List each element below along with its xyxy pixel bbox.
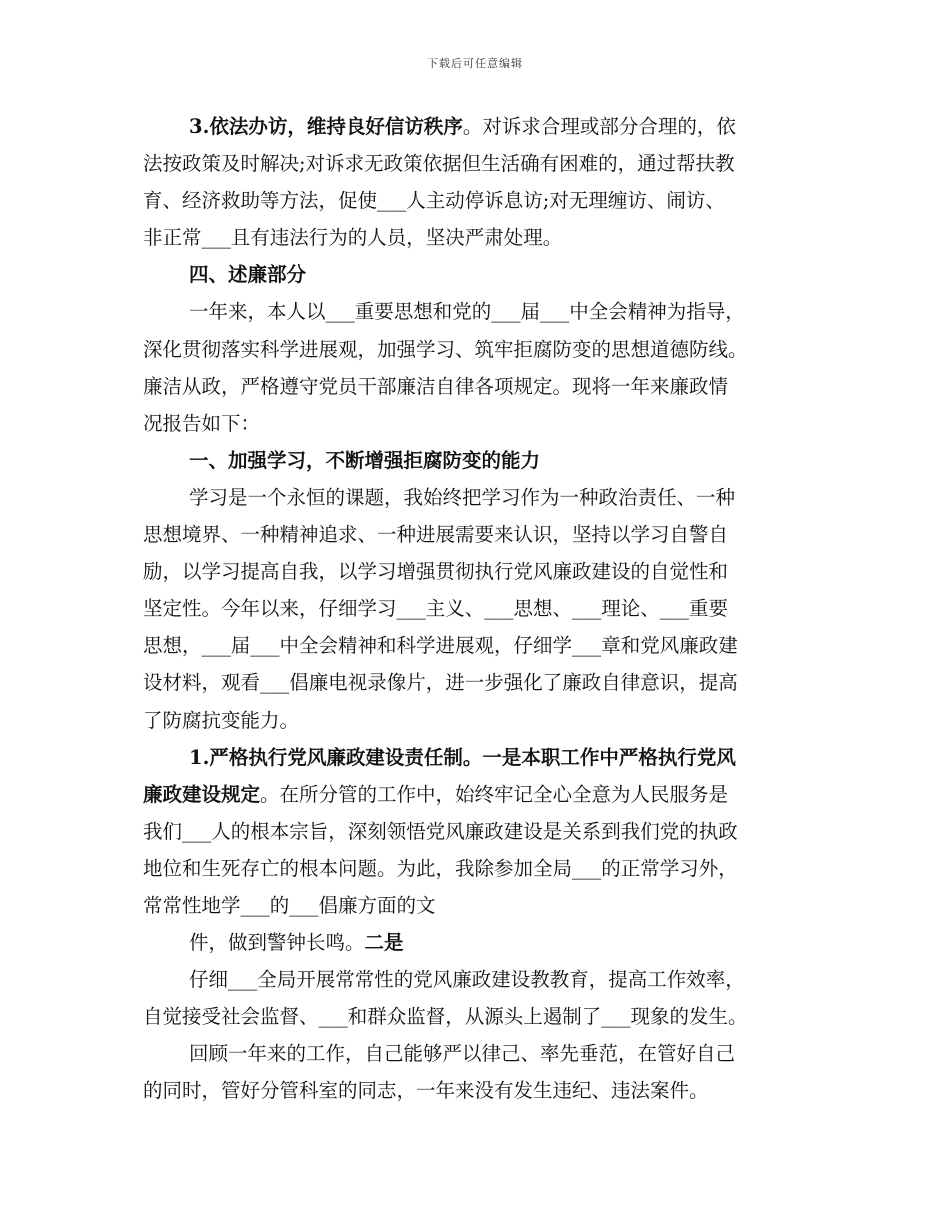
text-run: 一年来，本人以___重要思想和党的___届___中全会精神为指导， <box>189 300 745 324</box>
text-line <box>143 1035 811 1072</box>
text-run: 仔细___全局开展常常性的党风廉政建设教教育，提高工作效率， <box>189 968 745 992</box>
text-line <box>143 590 811 627</box>
text-run: 。对诉求合理或部分合理的，依 <box>462 115 736 138</box>
text-run: 地位和生死存亡的根本问题。为此，我除参加全局___的正常学习外， <box>143 856 738 880</box>
text-line <box>143 813 811 850</box>
text-run: 育、经济救助等方法，促使___人主动停诉息访;对无理缠访、闹访、 <box>143 189 725 213</box>
text-run: 自觉接受社会监督、___和群众监督，从源头上遏制了___现象的发生。 <box>143 1005 748 1029</box>
text-run: 思想，___届___中全会精神和科学进展观，仔细学___章和党风廉政建 <box>143 634 738 658</box>
text-line <box>143 924 811 961</box>
text-line <box>143 442 811 479</box>
bold-text: 四、述廉部分 <box>189 263 307 287</box>
text-line <box>143 331 811 368</box>
bold-text: 3.依法办访，维持良好信访秩序 <box>189 115 463 138</box>
text-line <box>143 145 811 182</box>
text-line <box>143 108 811 145</box>
text-line <box>143 887 811 924</box>
bold-text: 二是 <box>364 931 404 955</box>
text-run: 件，做到警钟长鸣。 <box>189 931 365 955</box>
text-line <box>143 368 811 405</box>
text-line <box>143 553 811 590</box>
text-run: 了防腐抗变能力。 <box>143 708 300 732</box>
text-line <box>143 998 811 1035</box>
text-line <box>143 776 811 813</box>
text-run: 非正常___且有违法行为的人员，坚决严肃处理。 <box>143 226 563 250</box>
text-line <box>143 182 811 219</box>
text-line <box>143 739 811 776</box>
text-run: 思想境界、一种精神追求、一种进展需要来认识，坚持以学习自警自 <box>143 523 729 547</box>
text-line <box>143 702 811 739</box>
text-line <box>143 219 811 256</box>
text-line <box>143 293 811 330</box>
text-run: 深化贯彻落实科学进展观，加强学习、筑牢拒腐防变的思想道德防线。 <box>143 337 748 361</box>
text-run: 励，以学习提高自我，以学习增强贯彻执行党风廉政建设的自觉性和 <box>143 560 729 584</box>
text-run: 。在所分管的工作中，始终牢记全心全意为人民服务是 <box>260 782 729 806</box>
text-line <box>143 1072 811 1109</box>
text-run: 我们___人的根本宗旨，深刻领悟党风廉政建设是关系到我们党的执政 <box>143 819 738 843</box>
document-body <box>143 108 811 1110</box>
bold-text: 1.严格执行党风廉政建设责任制。一是本职工作中严格执行党风 <box>189 745 736 769</box>
text-run: 廉洁从政，严格遵守党员干部廉洁自律各项规定。现将一年来廉政情 <box>143 374 729 398</box>
bold-text: 廉政建设规定 <box>143 782 261 806</box>
text-line <box>143 664 811 701</box>
text-run: 况报告如下： <box>143 411 261 435</box>
text-line <box>143 405 811 442</box>
text-run: 学习是一个永恒的课题，我始终把学习作为一种政治责任、一种 <box>189 485 736 509</box>
text-line <box>143 256 811 293</box>
text-run: 法按政策及时解决;对诉求无政策依据但生活确有困难的，通过帮扶教 <box>143 152 735 176</box>
page-header: 下载后可任意编辑 <box>427 57 523 70</box>
text-line <box>143 850 811 887</box>
text-line <box>143 479 811 516</box>
text-run: 回顾一年来的工作，自己能够严以律己、率先垂范，在管好自己 <box>189 1042 736 1066</box>
text-run: 坚定性。今年以来，仔细学习___主义、___思想、___理论、___重要 <box>143 597 729 621</box>
text-run: 常常性地学___的___倡廉方面的文 <box>143 893 436 917</box>
text-line <box>143 961 811 998</box>
bold-text: 一、加强学习，不断增强拒腐防变的能力 <box>189 448 541 472</box>
text-run: 设材料，观看___倡廉电视录像片，进一步强化了廉政自律意识，提高 <box>143 671 738 695</box>
text-line <box>143 627 811 664</box>
text-line <box>143 516 811 553</box>
text-run: 的同时，管好分管科室的同志，一年来没有发生违纪、违法案件。 <box>143 1079 709 1103</box>
